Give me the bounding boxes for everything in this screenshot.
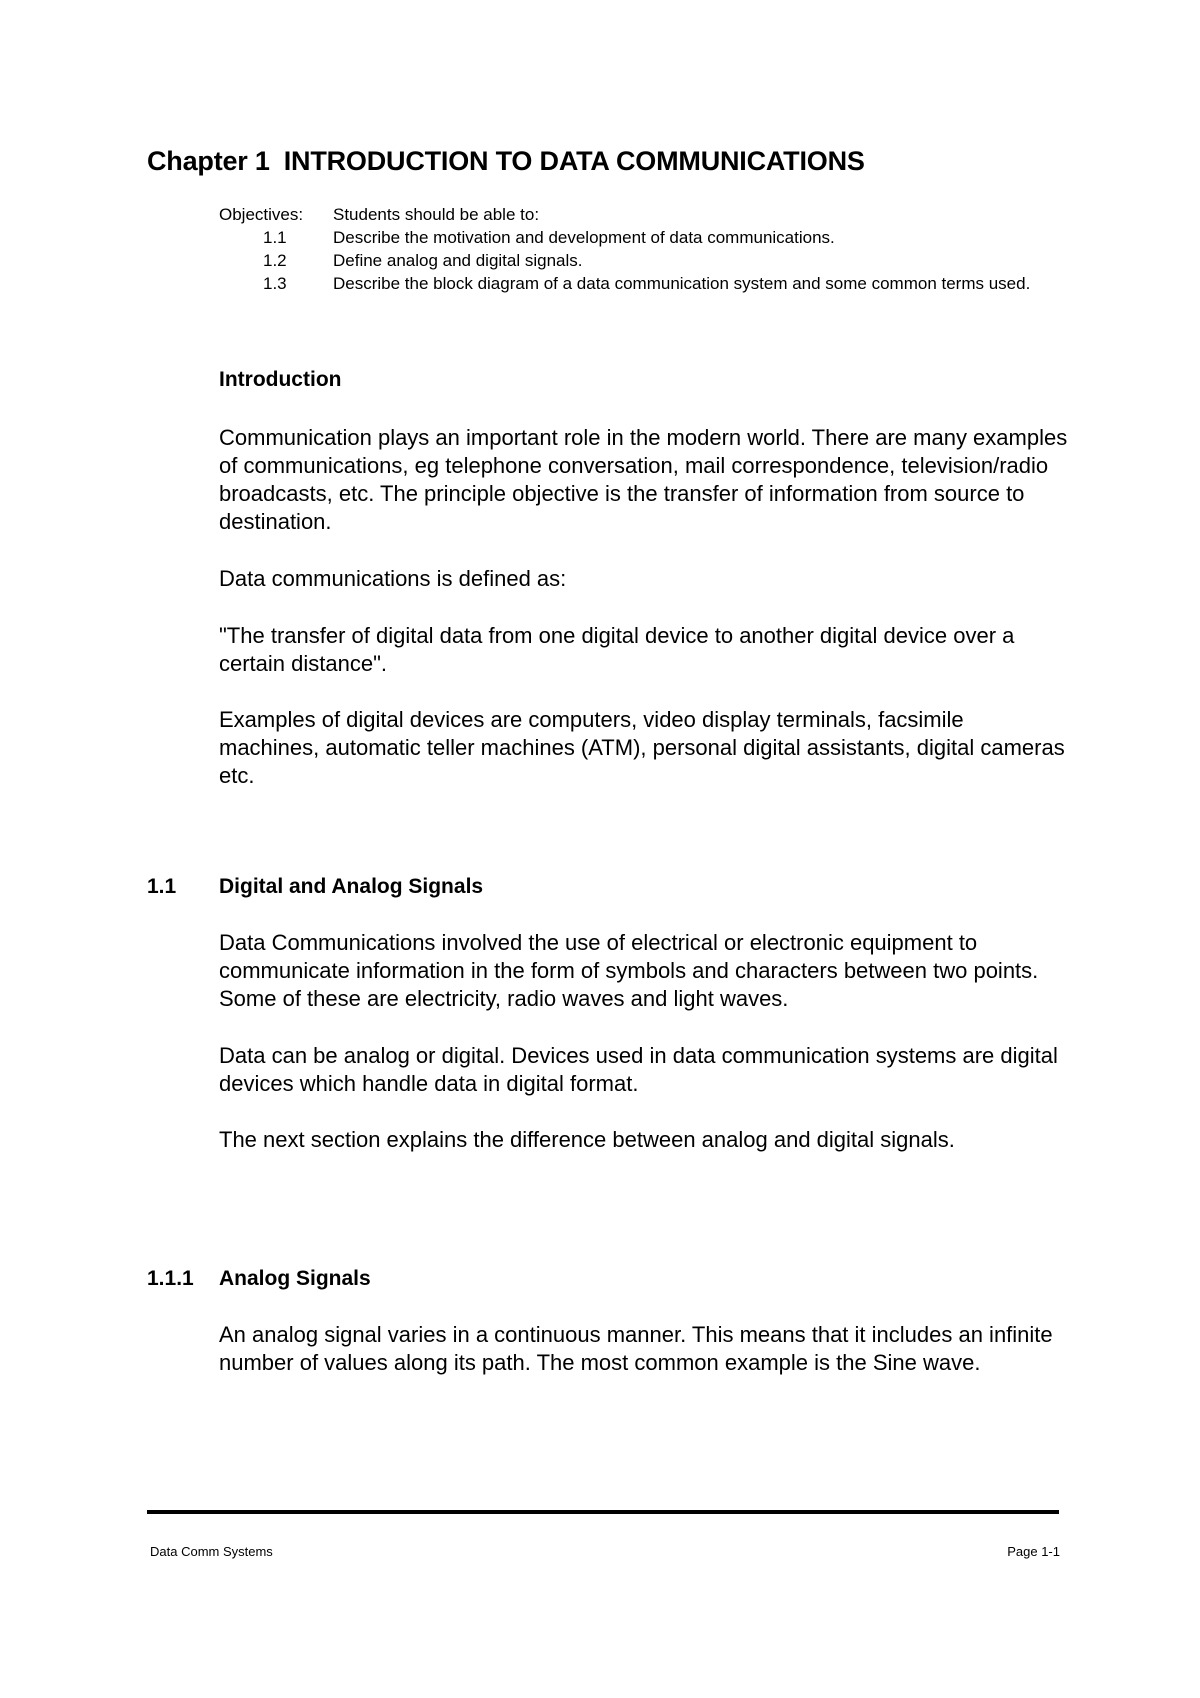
objective-item	[219, 272, 1059, 295]
objective-text: Describe the motivation and development of data communications.	[333, 228, 835, 247]
intro-paragraph-1: Communication plays an important role in the modern world. There are many examples of communications, eg telephone conversation, mail correspondence, television/radio broadcasts, etc. The principle objective is the transfer of information from source to destination.	[219, 425, 1068, 534]
footer-divider	[147, 1510, 1059, 1514]
section-1-1-paragraph-3: The next section explains the difference between analog and digital signals.	[219, 1127, 955, 1152]
chapter-number: Chapter 1	[147, 146, 270, 176]
objectives-label: Objectives:	[219, 205, 304, 224]
objectives-list	[219, 203, 1059, 295]
objectives-intro-row	[219, 203, 1059, 226]
section-number: 1.1	[147, 875, 177, 898]
objective-item	[219, 226, 1059, 249]
section-1-1-paragraph-2: Data can be analog or digital. Devices used in data communication systems are digital devices which handle data in digital format.	[219, 1043, 1058, 1096]
subsection-title: Analog Signals	[219, 1267, 371, 1290]
section-title: Digital and Analog Signals	[219, 875, 484, 898]
introduction-heading: Introduction	[219, 368, 342, 391]
intro-paragraph-4: Examples of digital devices are computers, video display terminals, facsimile machines, automatic teller machines (ATM), personal digital assistants, digital cameras etc.	[219, 707, 1065, 788]
section-1-1-paragraph-1: Data Communications involved the use of electrical or electronic equipment to communicate information in the form of symbols and characters between two points. Some of these are electricity, radio waves and light waves.	[219, 930, 1039, 1011]
chapter-title	[147, 146, 865, 177]
footer-doc-title: Data Comm Systems	[150, 1544, 273, 1559]
section-1-1-1-paragraph-1: An analog signal varies in a continuous manner. This means that it includes an infinite number of values along its path. The most common example is the Sine wave.	[219, 1322, 1053, 1375]
objective-text: Define analog and digital signals.	[333, 251, 583, 270]
footer-page-number: Page 1-1	[1007, 1544, 1060, 1559]
subsection-number: 1.1.1	[147, 1267, 194, 1290]
objective-number: 1.2	[263, 251, 287, 270]
objectives-intro: Students should be able to:	[333, 205, 540, 224]
chapter-heading: INTRODUCTION TO DATA COMMUNICATIONS	[283, 146, 865, 176]
intro-paragraph-2: Data communications is defined as:	[219, 566, 567, 591]
objective-item	[219, 249, 1059, 272]
intro-paragraph-3: "The transfer of digital data from one digital device to another digital device over a certain distance".	[219, 623, 1015, 676]
objective-number: 1.1	[263, 228, 287, 247]
objective-text: Describe the block diagram of a data communication system and some common terms used.	[333, 274, 1031, 293]
objective-number: 1.3	[263, 274, 287, 293]
